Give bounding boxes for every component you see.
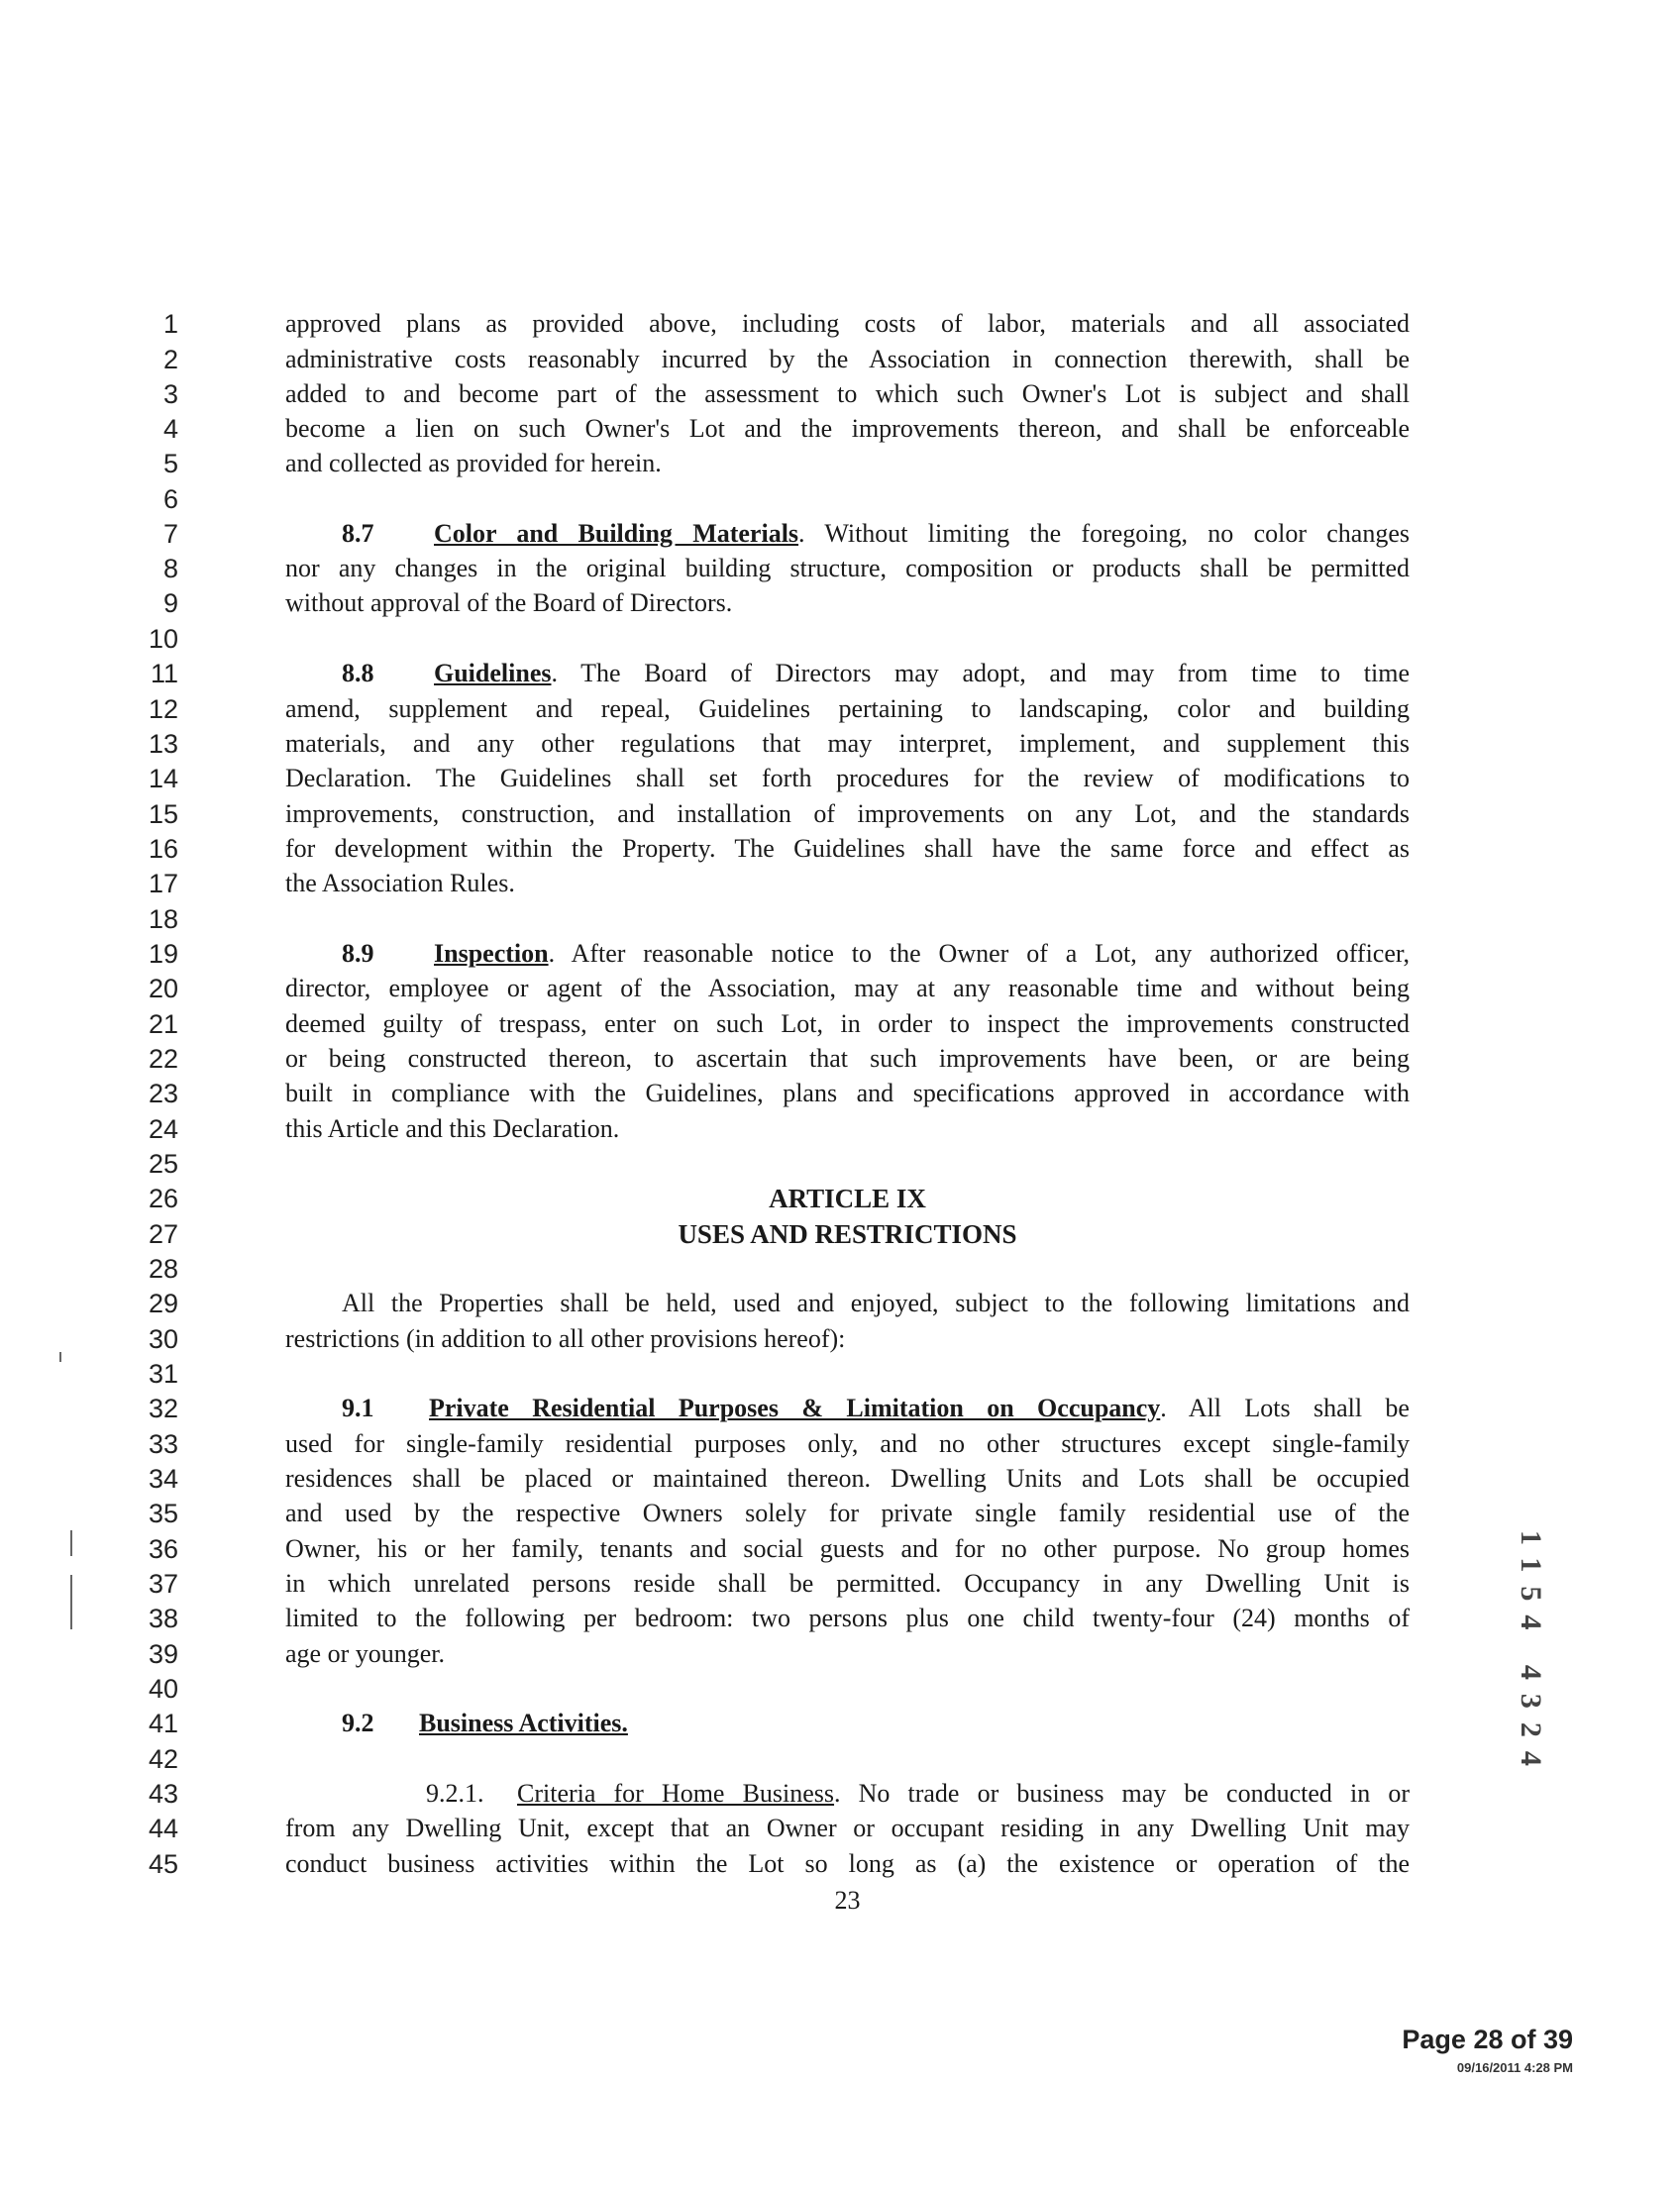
text-line: amend, supplement and repeal, Guidelines pertaining to landscaping, color and building [285, 694, 1410, 723]
line-number: 26 [148, 1184, 178, 1213]
text-line: used for single-family residential purposes only, and no other structures except single-family [285, 1429, 1410, 1458]
line-number: 22 [148, 1044, 178, 1074]
line-number: 5 [162, 449, 178, 478]
text-line: limited to the following per bedroom: two persons plus one child twenty-four (24) months of [285, 1604, 1410, 1632]
section-number: 9.1 [342, 1394, 374, 1422]
line-number: 23 [148, 1079, 178, 1108]
text-line: and used by the respective Owners solely for private single family residential use of the [285, 1499, 1410, 1527]
line-number: 39 [148, 1639, 178, 1669]
text-line: this Article and this Declaration. [285, 1114, 620, 1143]
line-number: 2 [162, 345, 178, 374]
text-line: the Association Rules. [285, 869, 515, 897]
line-number: 28 [148, 1254, 178, 1284]
section-title: Guidelines [434, 659, 552, 687]
text-line: or being constructed thereon, to ascertain that such improvements have been, or are being [285, 1044, 1410, 1073]
section-9-2-1-heading-line [426, 1777, 1410, 1811]
text-span: . Without limiting the foregoing, no color changes [798, 519, 1410, 548]
text-line: from any Dwelling Unit, except that an Owner or occupant residing in any Dwelling Unit may [285, 1814, 1410, 1842]
line-number: 14 [148, 764, 178, 793]
line-number: 33 [148, 1429, 178, 1459]
text-line: administrative costs reasonably incurred by the Association in connection therewith, shall be [285, 345, 1410, 373]
line-number: 25 [148, 1149, 178, 1179]
text-span: . The Board of Directors may adopt, and may from time to time [551, 659, 1410, 687]
line-number: 13 [148, 729, 178, 759]
section-9-2-heading-line [342, 1707, 1410, 1740]
text-line: restrictions (in addition to all other provisions hereof): [285, 1324, 846, 1353]
text-line: become a lien on such Owner's Lot and the improvements thereon, and shall be enforceable [285, 414, 1410, 443]
line-number: 27 [148, 1219, 178, 1249]
text-line: nor any changes in the original building structure, composition or products shall be permitted [285, 554, 1410, 582]
line-number: 7 [162, 519, 178, 549]
footer-timestamp: 09/16/2011 4:28 PM [1456, 2060, 1573, 2075]
article-subtitle: USES AND RESTRICTIONS [678, 1219, 1017, 1249]
line-number: 44 [148, 1814, 178, 1843]
line-number: 6 [162, 484, 178, 514]
page-number: 23 [834, 1886, 861, 1915]
text-line: improvements, construction, and installation of improvements on any Lot, and the standards [285, 799, 1410, 828]
line-number: 35 [148, 1499, 178, 1528]
margin-mark [70, 1575, 72, 1601]
line-number: 31 [148, 1359, 178, 1389]
line-number: 24 [148, 1114, 178, 1144]
line-number: 21 [148, 1009, 178, 1039]
line-number: 37 [148, 1569, 178, 1599]
text-span: . No trade or business may be conducted in or [834, 1779, 1410, 1808]
line-number: 17 [148, 869, 178, 898]
text-line: conduct business activities within the Lot so long as (a) the existence or operation of the [285, 1849, 1410, 1878]
line-number: 19 [148, 939, 178, 969]
line-number: 10 [148, 624, 178, 654]
line-number: 15 [148, 799, 178, 829]
text-line: approved plans as provided above, including costs of labor, materials and all associated [285, 309, 1410, 338]
section-title: Business Activities. [419, 1709, 628, 1737]
line-number: 41 [148, 1709, 178, 1738]
line-number: 45 [148, 1849, 178, 1879]
text-line: director, employee or agent of the Association, may at any reasonable time and without being [285, 974, 1410, 1002]
section-8-9-heading-line [342, 937, 1410, 971]
line-number: 34 [148, 1464, 178, 1494]
text-line: materials, and any other regulations that may interpret, implement, and supplement this [285, 729, 1410, 758]
line-number: 36 [148, 1534, 178, 1564]
section-9-1-heading-line [342, 1392, 1410, 1425]
line-number: 20 [148, 974, 178, 1003]
recording-stamp [1514, 1530, 1553, 1847]
margin-mark [59, 1352, 61, 1362]
line-number: 12 [148, 694, 178, 724]
line-number: 11 [150, 659, 178, 688]
line-number: 4 [162, 414, 178, 444]
line-number: 29 [148, 1289, 178, 1318]
article-title: ARTICLE IX [769, 1184, 926, 1213]
text-line: built in compliance with the Guidelines, plans and specifications approved in accordance with [285, 1079, 1410, 1107]
section-number: 8.9 [342, 939, 374, 968]
margin-mark [70, 1530, 72, 1556]
section-8-8-heading-line [342, 657, 1410, 690]
text-line: age or younger. [285, 1639, 446, 1668]
line-number: 32 [148, 1394, 178, 1423]
section-title: Inspection [434, 939, 549, 968]
footer-page-label: Page 28 of 39 [1402, 2025, 1573, 2054]
text-span: . All Lots shall be [1160, 1394, 1410, 1422]
section-number: 9.2 [342, 1709, 374, 1737]
line-number: 42 [148, 1744, 178, 1774]
text-line: All the Properties shall be held, used and enjoyed, subject to the following limitations and [342, 1289, 1410, 1317]
line-number: 18 [148, 904, 178, 934]
text-line: and collected as provided for herein. [285, 449, 662, 477]
section-title: Criteria for Home Business [517, 1779, 835, 1808]
text-line: in which unrelated persons reside shall be permitted. Occupancy in any Dwelling Unit is [285, 1569, 1410, 1598]
line-number: 16 [148, 834, 178, 864]
text-span: . After reasonable notice to the Owner of a Lot, any authorized officer, [548, 939, 1410, 968]
line-number: 1 [162, 309, 178, 339]
line-number: 8 [162, 554, 178, 583]
text-line: added to and become part of the assessment to which such Owner's Lot is subject and shall [285, 379, 1410, 408]
text-line: without approval of the Board of Directors. [285, 588, 733, 617]
recording-stamp-text: 1154 4324 [1515, 1530, 1547, 1780]
section-number: 8.7 [342, 519, 374, 548]
line-number: 3 [162, 379, 178, 409]
section-number: 8.8 [342, 659, 374, 687]
section-number: 9.2.1. [426, 1779, 484, 1808]
line-number: 40 [148, 1674, 178, 1704]
line-number: 9 [162, 588, 178, 618]
margin-mark [70, 1600, 72, 1629]
text-line: residences shall be placed or maintained thereon. Dwelling Units and Lots shall be occupied [285, 1464, 1410, 1493]
line-number: 30 [148, 1324, 178, 1354]
section-8-7-heading-line [342, 517, 1410, 551]
line-number: 38 [148, 1604, 178, 1633]
section-title: Color and Building Materials [434, 519, 799, 548]
text-line: Declaration. The Guidelines shall set forth procedures for the review of modifications to [285, 764, 1410, 792]
line-number: 43 [148, 1779, 178, 1809]
section-title: Private Residential Purposes & Limitation on Occupancy [429, 1394, 1161, 1422]
text-line: Owner, his or her family, tenants and social guests and for no other purpose. No group homes [285, 1534, 1410, 1563]
text-line: deemed guilty of trespass, enter on such Lot, in order to inspect the improvements constructed [285, 1009, 1410, 1038]
text-line: for development within the Property. The Guidelines shall have the same force and effect as [285, 834, 1410, 863]
